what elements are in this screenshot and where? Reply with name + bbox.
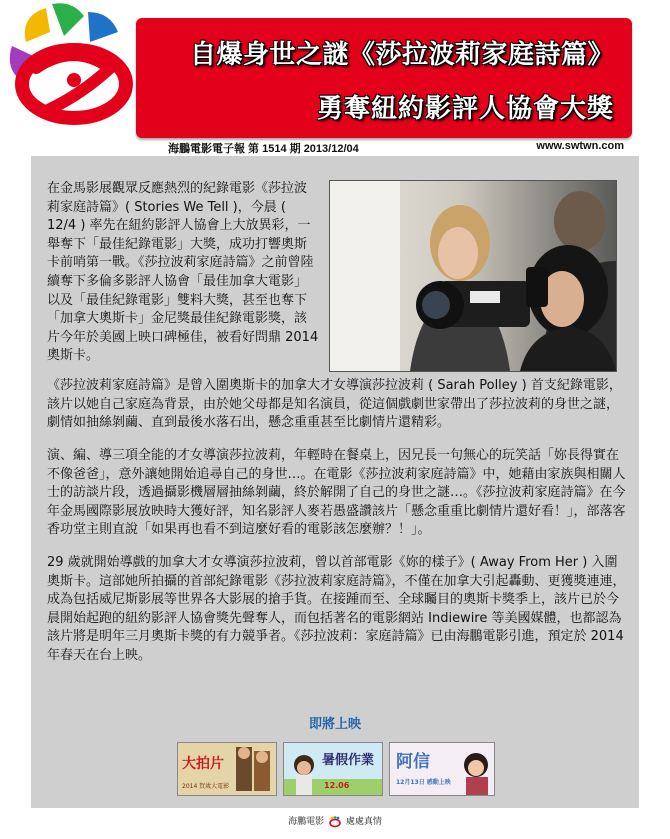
film-still-photo [329, 180, 617, 372]
poster-3-subtitle: 12月13日 感動上映 [396, 779, 451, 786]
poster-1-title: 大拍片 [182, 756, 224, 772]
article-paragraph-4: 29 歲就開始導戲的加拿大才女導演莎拉波莉，曾以首部電影《妳的樣子》( Away From Her ) 入圍奧斯卡。這部她所拍攝的首部紀錄電影《莎拉波莉家庭詩篇》，不僅在加拿大引起轟動、更獲獎連連，成為包括威尼斯影展等世界各大影展的搶手貨。在接踵而至、全球矚目的奧斯卡獎季上，該片已於今晨開始起跑的紐約影評人協會獎先聲奪人，而包括著名的電影網站 Indiewire 等美國媒體，也都認為該片將是明年三月奧斯卡獎的有力競爭者。《莎拉波莉：家庭詩篇》已由海鵬電影引進，預定於 2014 年春天在台上映。 [47, 555, 626, 663]
poster-3[interactable] [389, 742, 495, 796]
poster-1[interactable] [177, 742, 277, 796]
article-paragraph-2: 《莎拉波莉家庭詩篇》是曾入圍奧斯卡的加拿大才女導演莎拉波莉 ( Sarah Polley ) 首支紀錄電影，該片以她自己家庭為背景，由於她父母都是知名演員，從這個戲劇世家帶出了莎拉波莉的身世之謎，劇情如抽絲剝繭、直到最後水落石出，懸念重重甚至比劇情片還精彩。 [47, 378, 622, 431]
poster-1-subtitle: 2014 賀歲大電影 [182, 783, 230, 790]
headline-banner [136, 18, 632, 138]
haipeng-logo [6, 2, 136, 128]
article-panel [31, 156, 639, 808]
footer-logo-icon [329, 816, 341, 828]
article-paragraph-1: 在金馬影展觀眾反應熱烈的紀錄電影《莎拉波莉家庭詩篇》( Stories We Tell )，今晨 ( 12/4 ) 率先在紐約影評人協會上大放異彩，一舉奪下「最佳紀錄電影」大獎，成功打響奧斯卡前哨第一戰。《莎拉波莉家庭詩篇》之前曾陸續奪下多倫多影評人協會「最佳加拿大電影」以及「最佳紀錄電影」雙料大獎，甚至也奪下「加拿大奧斯卡」金尼獎最佳紀錄電影獎，該片今年於美國上映口碑極佳，被看好問鼎 2014 奧斯卡。 [47, 181, 319, 364]
poster-2[interactable] [283, 742, 383, 796]
poster-2-subtitle: 12.06 [324, 781, 350, 790]
footer [0, 814, 670, 828]
coming-soon-heading: 即將上映 [308, 717, 361, 732]
film-still-illustration [330, 181, 616, 371]
article-paragraph-3: 演、編、導三項全能的才女導演莎拉波莉，年輕時在餐桌上，因兄長一句無心的玩笑話「妳長得實在不像爸爸」，意外讓她開始追尋自己的身世…。在電影《莎拉波莉家庭詩篇》中，她藉由家族與相關人士的訪談片段，透過攝影機層層抽絲剝繭，終於解開了自己的身世之謎…。《莎拉波莉家庭詩篇》在今年金馬國際影展放映時大獲好評，知名影評人麥若愚盛讚該片「懸念重重比劇情片還好看！」，部落客香功堂主則直說「如果再也看不到這麼好看的電影該怎麼辦？！」。 [47, 448, 626, 538]
website-link[interactable]: www.swtwn.com [536, 140, 624, 152]
headline-line-2: 勇奪紐約影評人協會大獎 [316, 94, 614, 124]
footer-brand: 海鵬電影 [288, 817, 325, 827]
headline-line-1: 自爆身世之謎《莎拉波莉家庭詩篇》 [189, 40, 614, 70]
poster-2-title: 暑假作業 [322, 753, 375, 768]
issue-info: 海鵬電影電子報 第 1514 期 2013/12/04 [168, 143, 359, 155]
poster-3-title: 阿信 [396, 752, 430, 772]
footer-slogan: 處處真情 [345, 817, 382, 827]
